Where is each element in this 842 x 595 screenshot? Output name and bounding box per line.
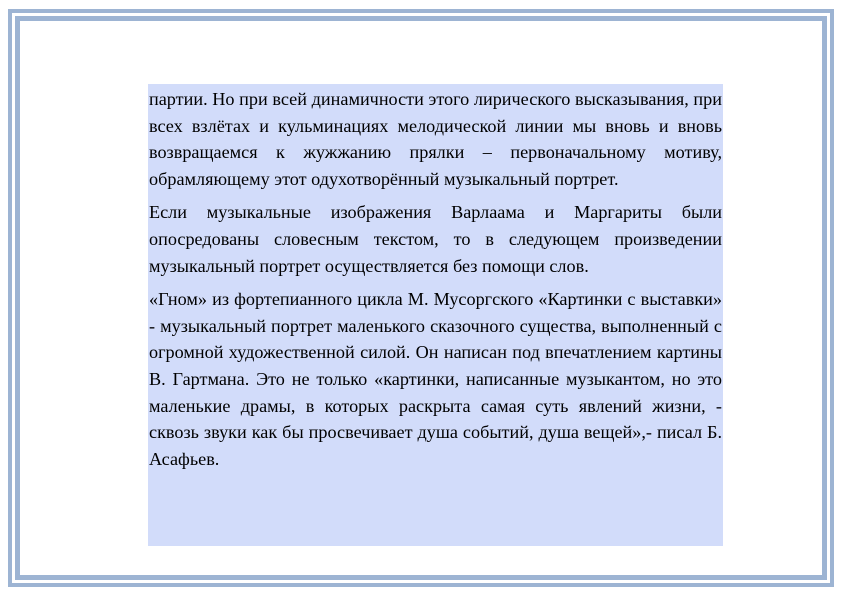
paragraph-varlaam-margarita: Если музыкальные изображения Варлаама и Маргариты были опосредованы словесным текстом, то в следующем произведении музыкальный портрет осуществляется без помощи слов. [149,202,722,276]
paragraph-spinning-wheel: партии. Но при всей динамичности этого лирического высказывания, при всех взлётах и кульминациях мелодической линии мы вновь и вновь возвращаемся к жужжанию прялки – первоначальному мотиву, обрамляющему этот одухотворённый музыкальный портрет. [149,89,722,189]
paragraph-gnome: «Гном» из фортепианного цикла М. Мусоргского «Картинки с выставки» - музыкальный портрет маленького сказочного существа, выполненный с огромной художественной силой. Он написан под впечатлением картины В. Гартмана. Это не только «картинки, написанные музыкантом, но это маленькие драмы, в которых раскрыта самая суть явлений жизни, - сквозь звуки как бы просвечивает душа событий, душа вещей»,- писал Б. Асафьев. [149,289,722,469]
text-block [148,84,723,546]
